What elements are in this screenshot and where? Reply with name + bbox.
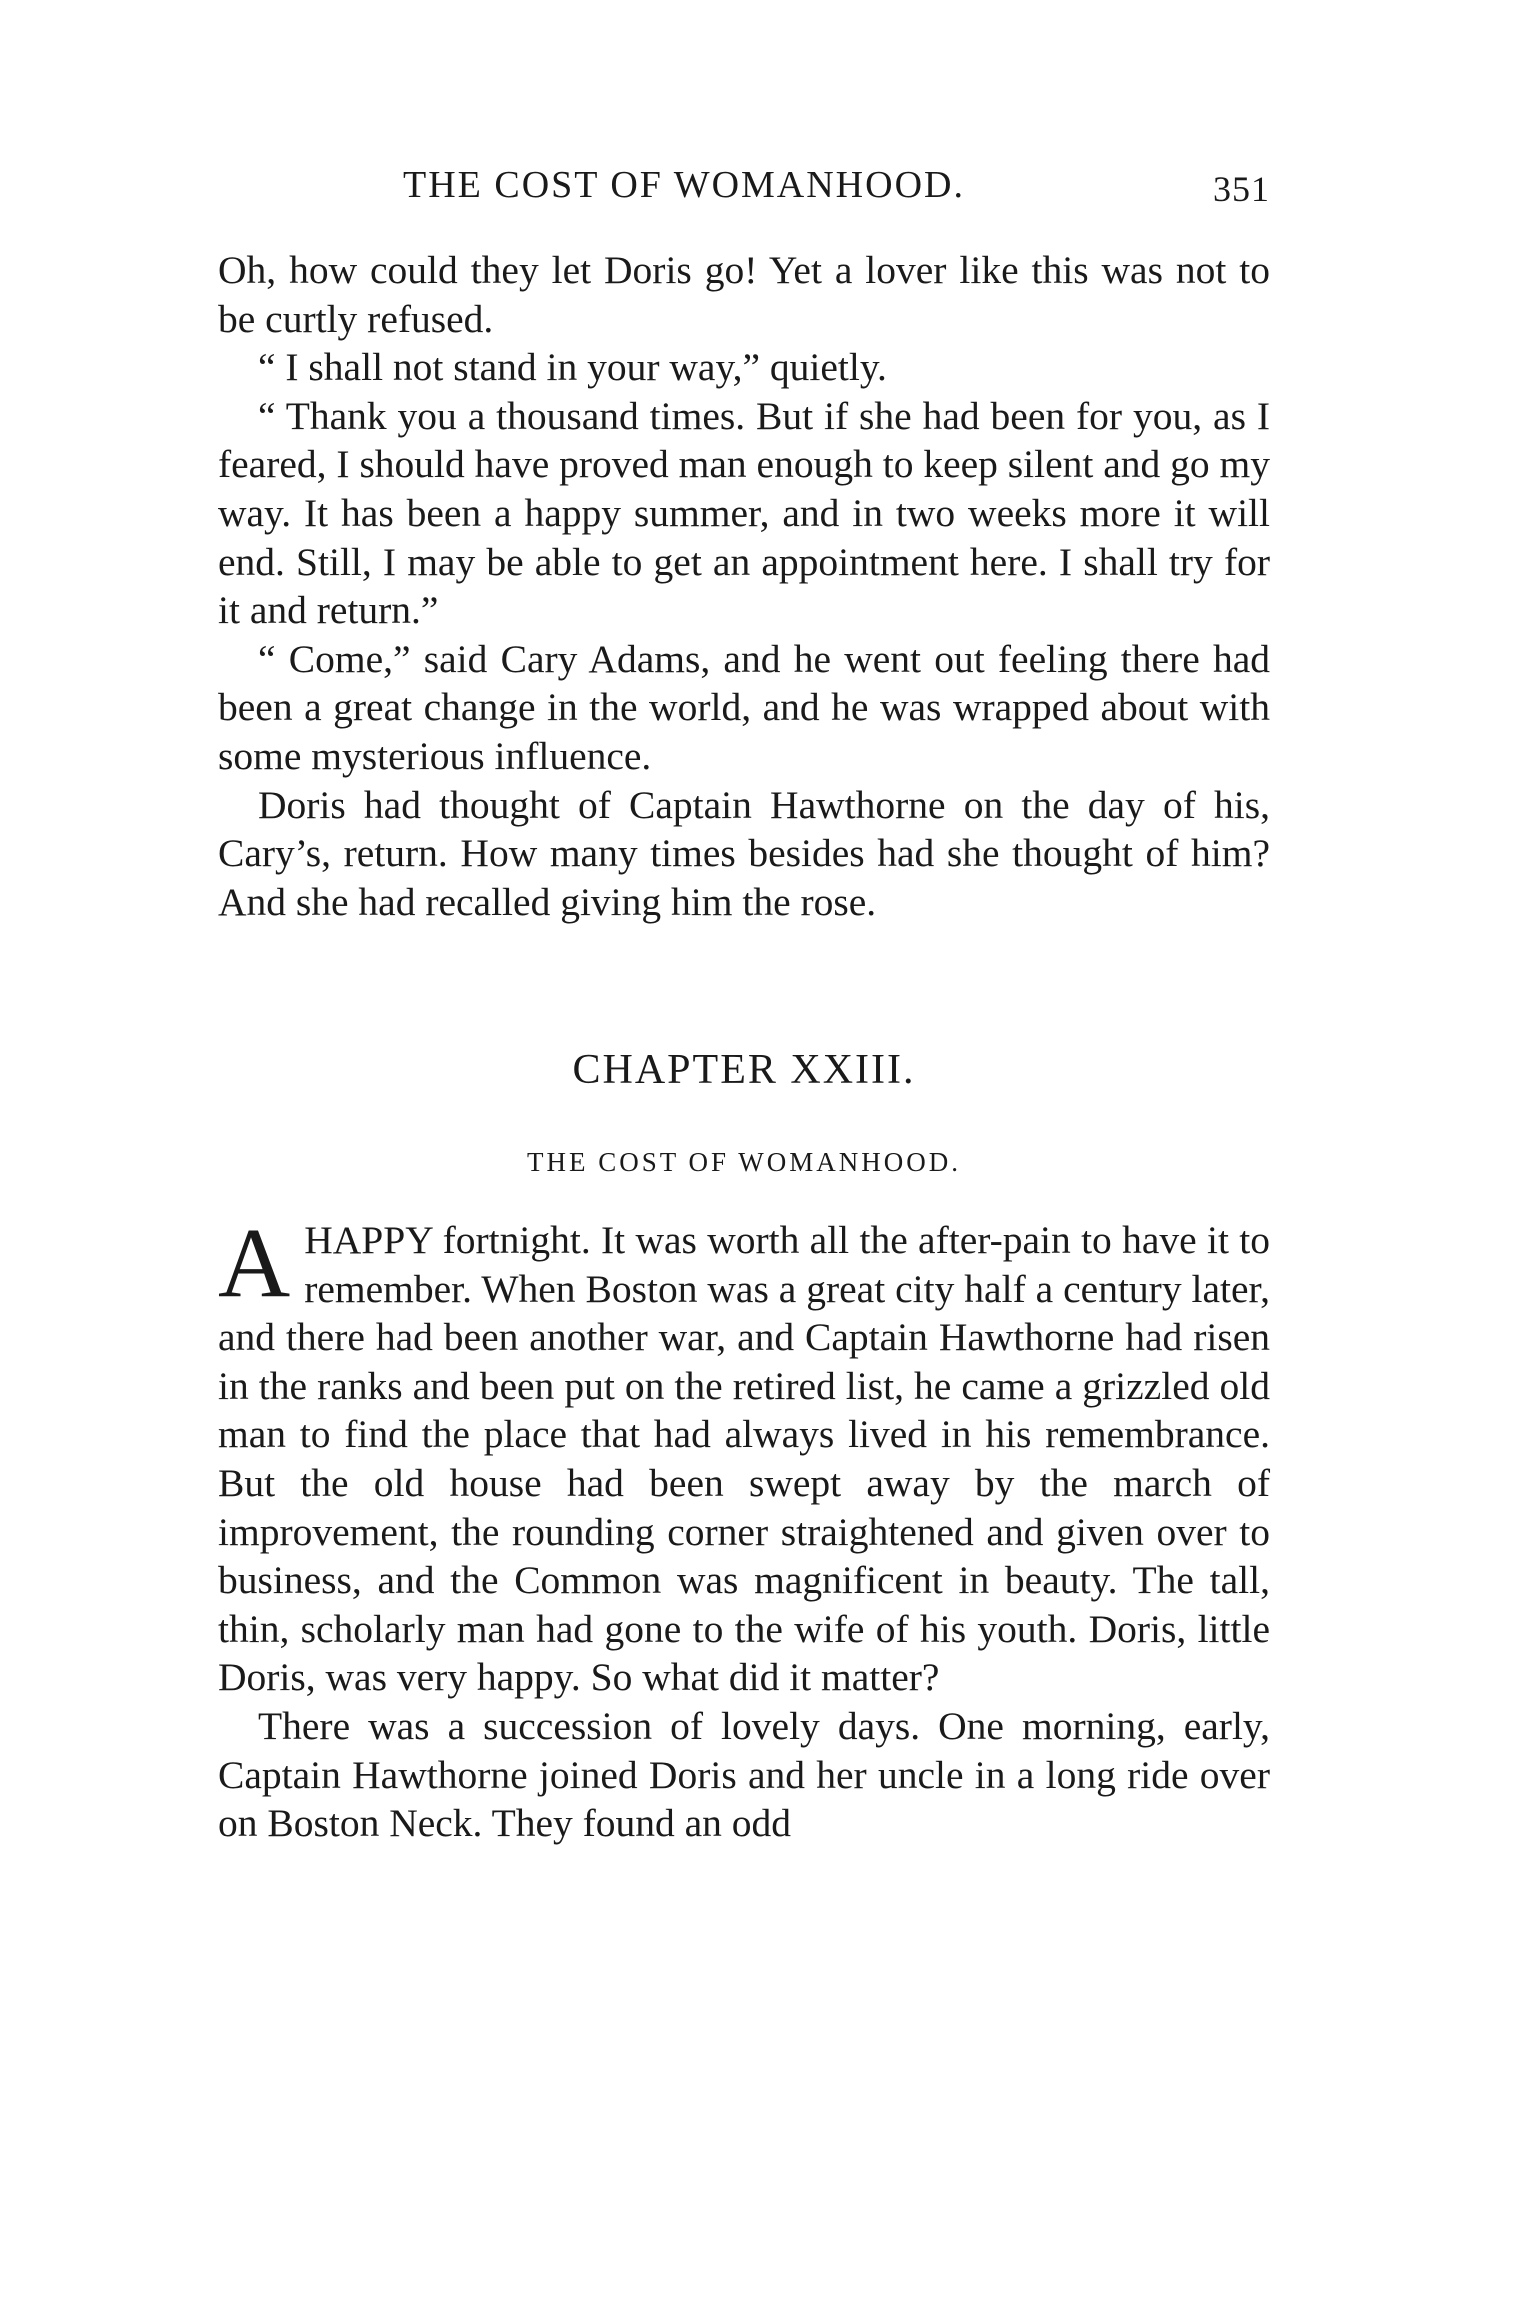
page-number: 351 — [1213, 169, 1270, 209]
chapter-subtitle: THE COST OF WOMANHOOD. — [526, 1147, 962, 1177]
paragraph-doris-thought: Doris had thought of Captain Hawthorne on the day of his, Cary’s, return. How many times besides had she thought of him? And she had recalled giving him the rose. — [218, 782, 1270, 924]
running-title: THE COST OF WOMANHOOD. — [403, 164, 965, 206]
paragraph-not-stand: “ I shall not stand in your way,” quietly. — [258, 345, 887, 390]
paragraph-happy-fortnight — [218, 1207, 1270, 1702]
paragraph-come: “ Come,” said Cary Adams, and he went out feeling there had been a great change in the world, and he was wrapped about with some mysterious influence. — [218, 636, 1270, 778]
paragraph-thank-you: “ Thank you a thousand times. But if she had been for you, as I feared, I should have proved man enough to keep silent and go my way. It has been a happy summer, and in two weeks more it will end. Still, I may be able to get an appointment here. I shall try for it and return.” — [218, 393, 1270, 633]
paragraph-oh-how: Oh, how could they let Doris go! Yet a lover like this was not to be curtly refused. — [218, 248, 1270, 341]
chapter-heading: CHAPTER XXIII. — [572, 1047, 916, 1093]
drop-cap: A — [218, 1207, 291, 1318]
paragraph-succession: There was a succession of lovely days. One morning, early, Captain Hawthorne joined Doris and her uncle in a long ride over on Boston Neck. They found an odd — [218, 1703, 1270, 1846]
paragraph-happy-fortnight-text: HAPPY fortnight. It was worth all the after-pain to have it to remember. When Boston was a great city half a century later, and there had been another war, and Captain Hawthorne had risen in the ranks and been put on the retired list, he came a grizzled old man to find the place that had always lived in his remembrance. But the old house had been swept away by the march of improvement, the rounding corner straightened and given over to business, and the Common was magnificent in beauty. The tall, thin, scholarly man had gone to the wife of his youth. Doris, little Doris, was very happy. So what did it matter? — [218, 1218, 1270, 1700]
chapter-text-block — [218, 1207, 1270, 1848]
running-head — [218, 160, 1270, 210]
continued-text-block — [218, 246, 1270, 926]
